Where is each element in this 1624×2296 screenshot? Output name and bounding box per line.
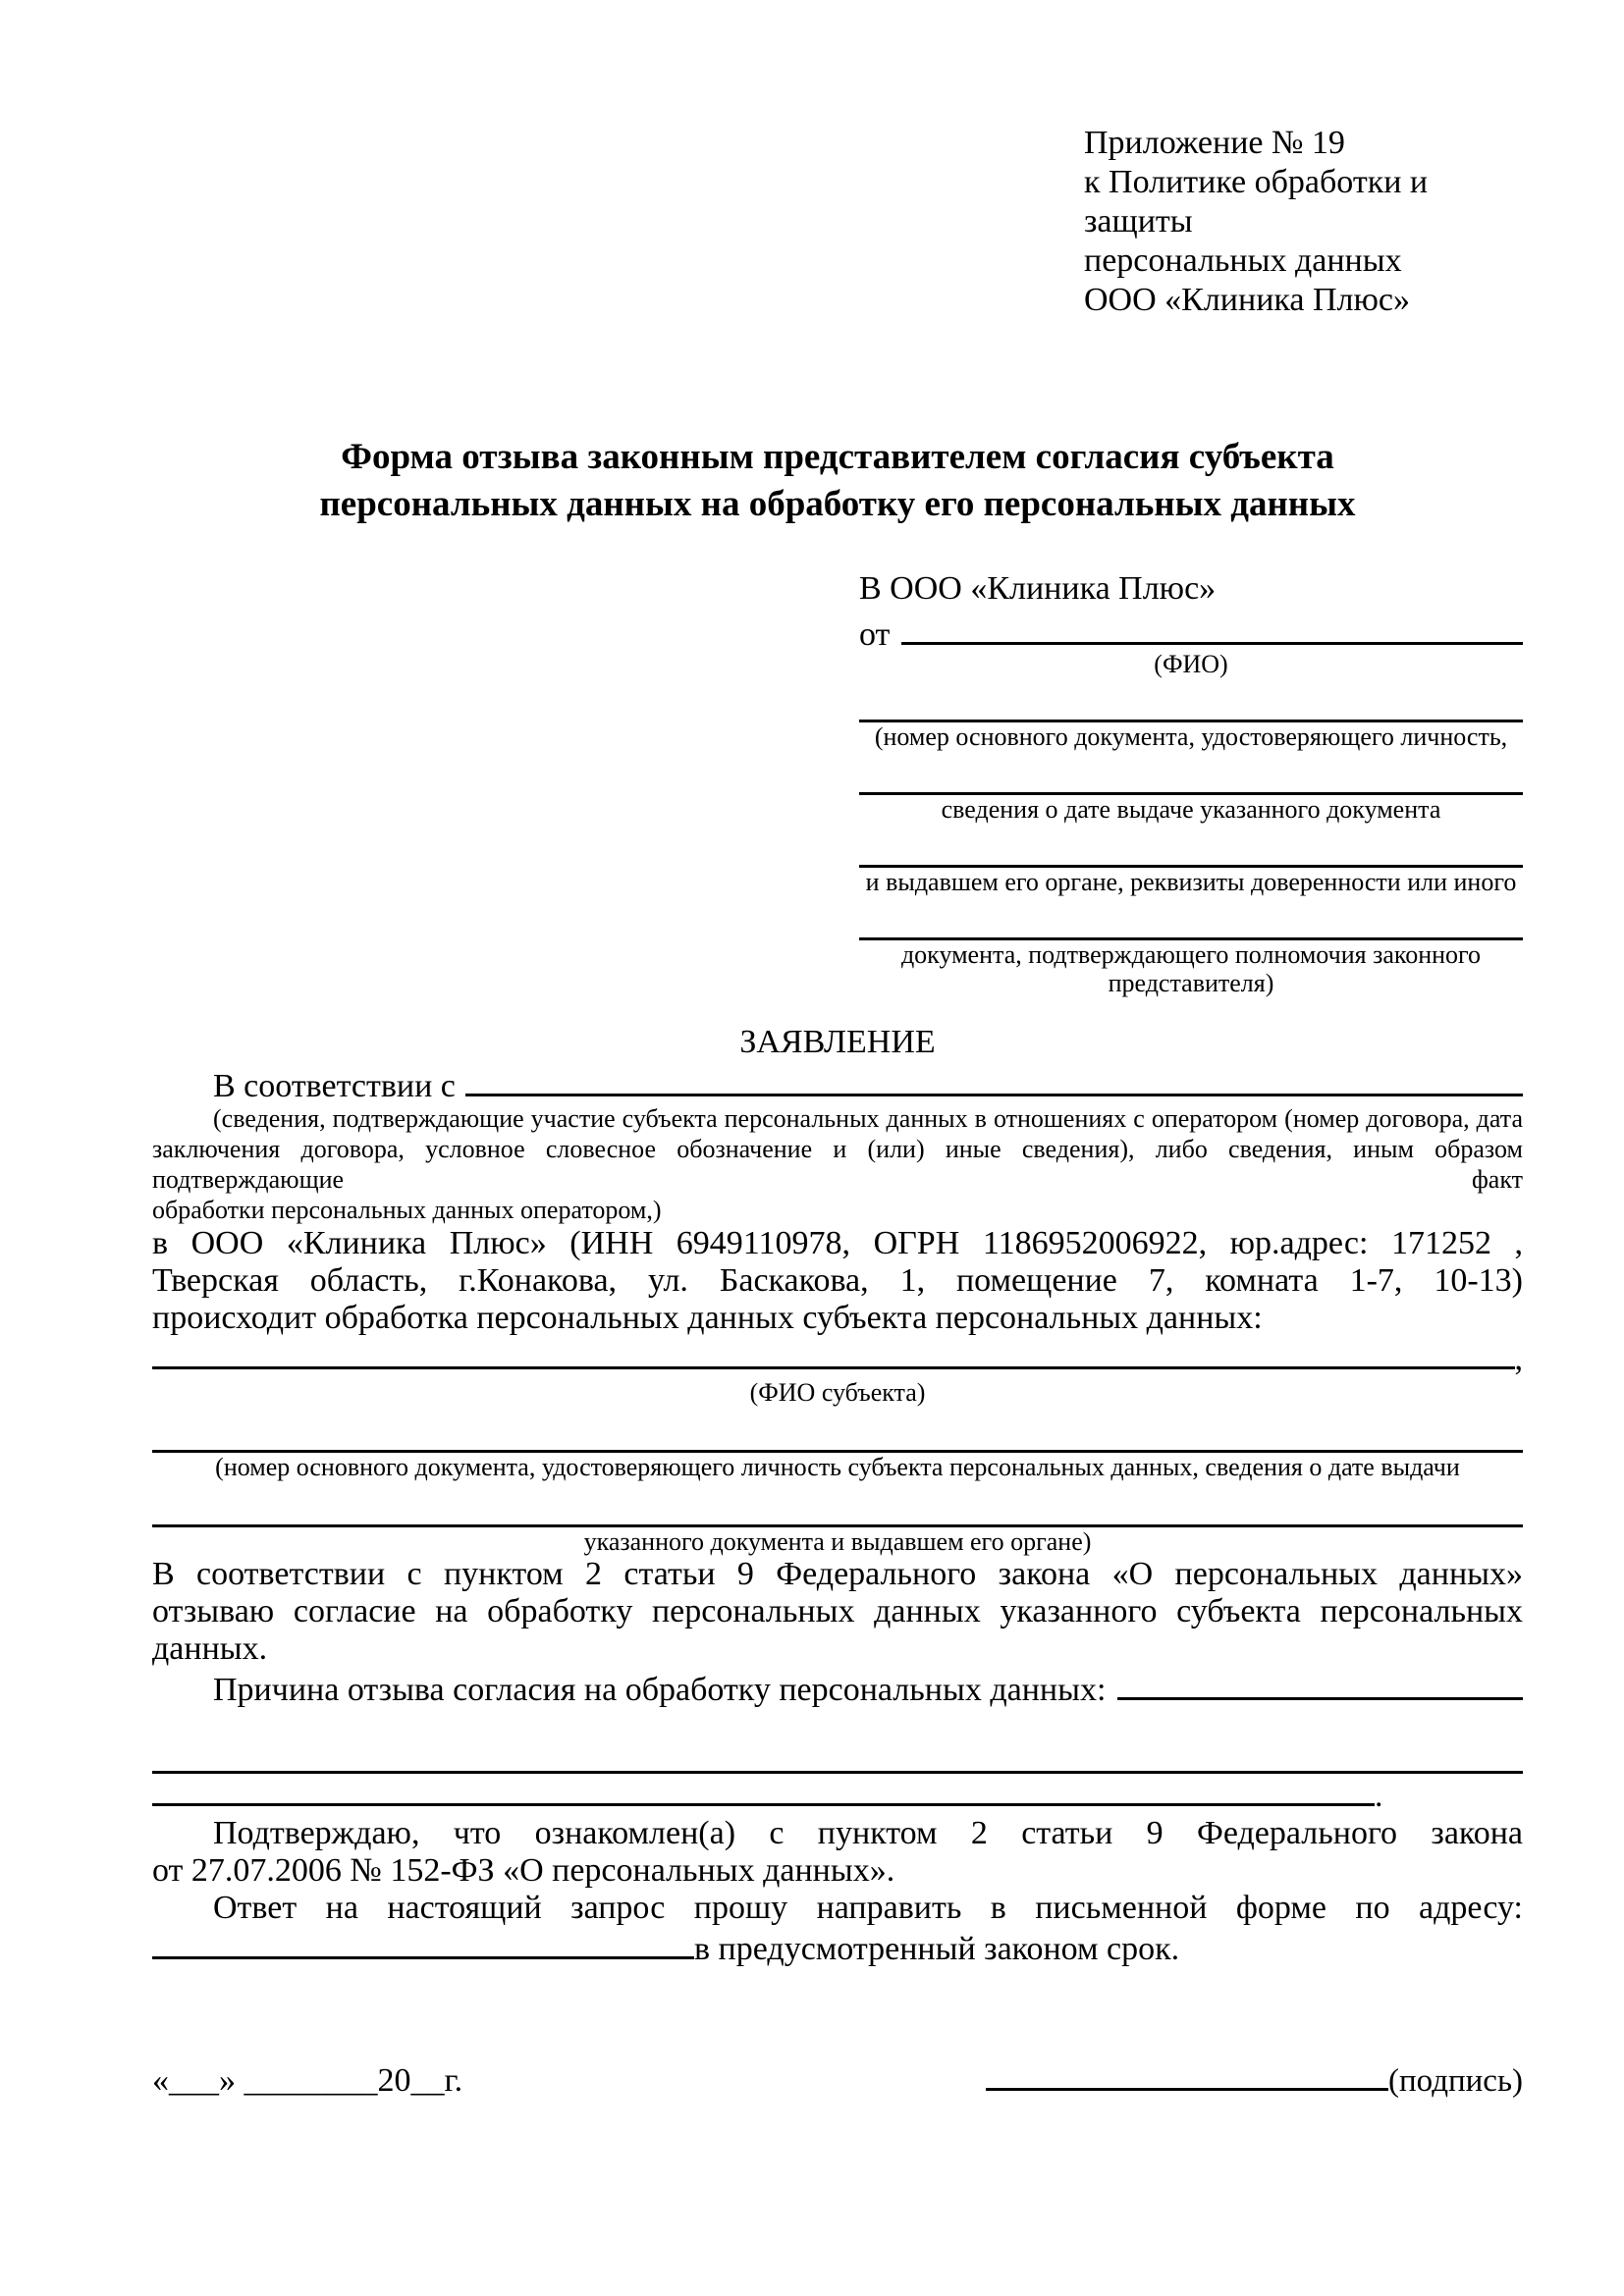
basis-note-line-2: заключения договора, условное словесное обозначение и (или) иные сведения), либо сведения, иным образом подтверждающие факт <box>152 1135 1523 1194</box>
subject-fio-caption: (ФИО субъекта) <box>749 1378 926 1407</box>
reason-field <box>1117 1668 1523 1700</box>
basis-note-line-1: (сведения, подтверждающие участие субъекта персональных данных в отношениях с оператором (номер договора, дата <box>213 1104 1523 1133</box>
signature-part <box>986 2058 1523 2100</box>
representative-doc-field-2 <box>859 751 1523 795</box>
form-title-line-1: Форма отзыва законным представителем согласия субъекта <box>341 437 1334 477</box>
reason-extra-suffix: . <box>1375 1778 1383 1814</box>
subject-doc-field-1 <box>152 1407 1523 1453</box>
date-blank: «___» ________20__г. <box>152 2062 463 2099</box>
operator-line-2: Тверская область, г.Конакова, ул. Баскакова, 1, помещение 7, комната 1-7, 10-13) <box>152 1262 1523 1299</box>
appendix-header <box>1084 124 1523 320</box>
response-address-field <box>152 1927 694 1959</box>
basis-note <box>152 1103 1523 1225</box>
appendix-line-1: Приложение № 19 <box>1084 125 1345 161</box>
signature-field <box>986 2058 1388 2091</box>
basis-note-line-3: обработки персональных данных оператором,) <box>152 1196 662 1224</box>
operator-line-3: происходит обработка персональных данных субъекта персональных данных: <box>152 1300 1263 1336</box>
subject-doc-caption-top: (номер основного документа, удостоверяющего личность субъекта персональных данных, сведения о дате выдачи <box>215 1453 1460 1481</box>
subject-doc-caption-bottom: указанного документа и выдавшем его органе) <box>583 1527 1092 1556</box>
addressee-block <box>859 569 1523 997</box>
response-label-line: Ответ на настоящий запрос прошу направить в письменной форме по адресу: <box>213 1890 1523 1926</box>
addressee-organization: В ООО «Клиника Плюс» <box>859 570 1217 607</box>
response-suffix: в предусмотренный законом срок. <box>694 1931 1180 1967</box>
signature-caption: (подпись) <box>1388 2063 1523 2099</box>
appendix-line-4: ООО «Клиника Плюс» <box>1084 282 1410 318</box>
withdrawal-line-2: отзываю согласие на обработку персональных данных указанного субъекта персональных <box>152 1593 1523 1629</box>
withdrawal-line-1: В соответствии с пунктом 2 статьи 9 Федерального закона «О персональных данных» <box>152 1556 1523 1592</box>
basis-label: В соответствии с <box>213 1068 456 1104</box>
basis-row <box>152 1064 1523 1103</box>
representative-doc-caption-3: и выдавшем его органе, реквизиты доверенности или иного <box>865 868 1517 896</box>
reason-label: Причина отзыва согласия на обработку персональных данных: <box>213 1672 1107 1708</box>
statement-heading: ЗАЯВЛЕНИЕ <box>739 1024 936 1060</box>
withdrawal-paragraph <box>152 1556 1523 1668</box>
representative-doc-field-4 <box>859 896 1523 940</box>
reason-row <box>152 1668 1523 1708</box>
footer-row <box>152 2058 1523 2100</box>
representative-doc-field-1 <box>859 678 1523 722</box>
form-title-line-2: персональных данных на обработку его персональных данных <box>319 484 1356 524</box>
representative-doc-caption-4: документа, подтверждающего полномочия законного представителя) <box>900 940 1482 997</box>
subject-doc-field-2 <box>152 1481 1523 1527</box>
operator-paragraph <box>152 1225 1523 1337</box>
basis-field <box>465 1064 1523 1096</box>
confirmation-line-1: Подтверждаю, что ознакомлен(а) с пунктом 2 статьи 9 Федерального закона <box>213 1815 1523 1851</box>
subject-fio-field <box>152 1337 1515 1369</box>
subject-fio-suffix: , <box>1514 1341 1523 1377</box>
operator-line-1: в ООО «Клиника Плюс» (ИНН 6949110978, ОГРН 1186952006922, юр.адрес: 171252 , <box>152 1225 1523 1261</box>
from-row <box>859 613 1523 653</box>
withdrawal-line-3: данных. <box>152 1630 268 1667</box>
representative-doc-caption-1: (номер основного документа, удостоверяющего личность, <box>874 722 1508 751</box>
representative-fio-field <box>901 613 1523 645</box>
fio-caption: (ФИО) <box>1154 650 1228 678</box>
confirmation-line-2: от 27.07.2006 № 152-ФЗ «О персональных данных». <box>152 1852 895 1889</box>
from-label: от <box>859 616 891 653</box>
appendix-line-3: персональных данных <box>1084 242 1402 279</box>
response-paragraph <box>152 1890 1523 1967</box>
representative-doc-caption-2: сведения о дате выдаче указанного документа <box>941 795 1441 824</box>
reason-extra-field-1 <box>152 1736 1523 1774</box>
form-title <box>152 434 1523 528</box>
response-address-row <box>152 1927 1523 1967</box>
appendix-line-2: к Политике обработки и защиты <box>1084 164 1429 240</box>
representative-doc-field-3 <box>859 824 1523 868</box>
reason-extra-field-2 <box>152 1774 1375 1806</box>
reason-extra-row-2 <box>152 1774 1523 1813</box>
confirmation-paragraph <box>152 1815 1523 1890</box>
subject-fio-row <box>152 1337 1523 1378</box>
